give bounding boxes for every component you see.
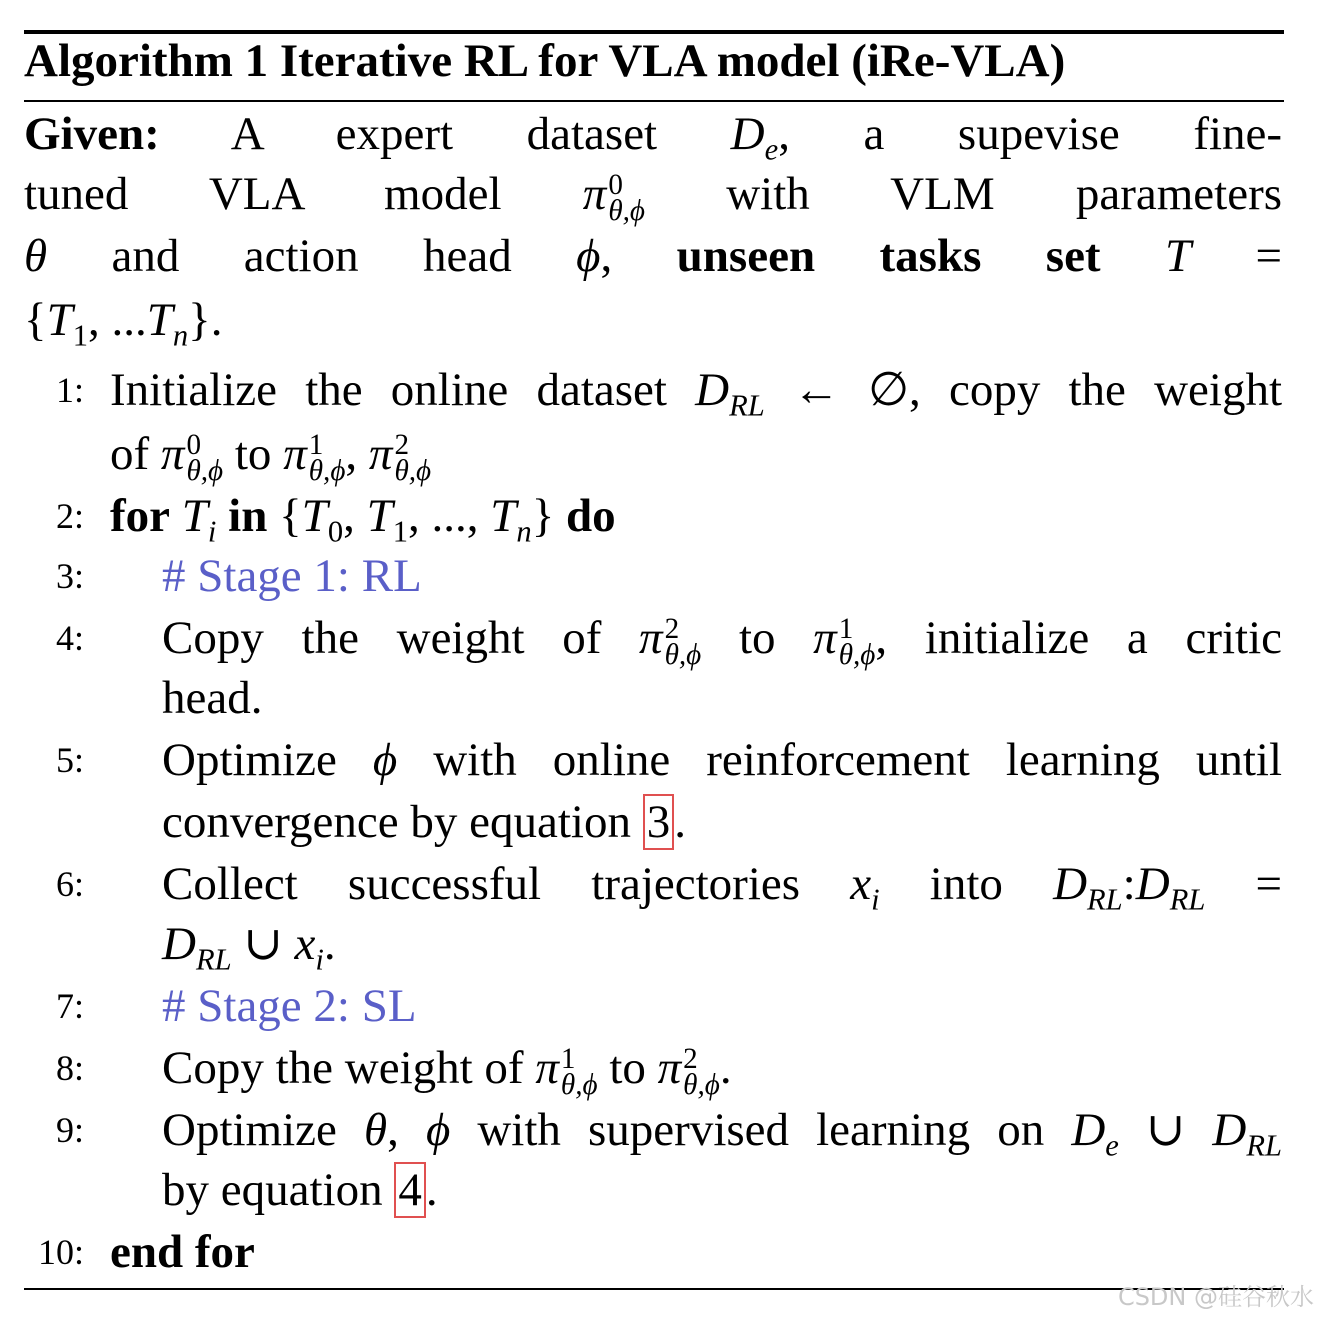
step-4-line-1: Copy the weight of π 2 θ,ϕ to π 1 θ,ϕ , initialize a critic: [162, 612, 1283, 672]
step-9-line-1: Optimize θ, ϕ with supervised learning on $D_e$ ∪ $D_{RL}$: [162, 1104, 1283, 1163]
step-1-line-2: of π 0 θ,ϕ to π 1 θ,ϕ , π 2 θ,ϕ: [110, 428, 432, 488]
step-8-line: Copy the weight of π 1 θ,ϕ to π 2 θ,ϕ .: [162, 1042, 732, 1102]
given-line-2: tuned VLA model π 0 θ,ϕ with VLM parameters: [24, 168, 1283, 228]
step-3-number: 3:: [55, 556, 84, 596]
step-2-line: for $T_i$ in {$T_0$, $T_1$, ..., $T_n$} do: [110, 490, 616, 549]
step-5-line-2: convergence by equation 3.: [162, 796, 686, 848]
equation-4-link[interactable]: 4: [394, 1162, 426, 1218]
stage-2-comment: # Stage 2: SL: [162, 980, 417, 1032]
step-10-line: end for: [110, 1226, 255, 1278]
step-9-line-2: by equation 4.: [162, 1164, 438, 1216]
step-2-number: 2:: [55, 496, 84, 536]
title-rule: [24, 100, 1284, 102]
step-8-number: 8:: [55, 1048, 84, 1088]
step-6-line-1: Collect successful trajectories $x_i$ into $D_{RL}:D_{RL}$ =: [162, 858, 1283, 917]
step-5-line-1: Optimize ϕ with online reinforcement learning until: [162, 734, 1283, 786]
step-10-number: 10:: [37, 1232, 84, 1272]
given-line-4: {$T_1$, $...T_n$}.: [24, 294, 223, 353]
stage-1-comment: # Stage 1: RL: [162, 550, 422, 602]
step-4-number: 4:: [55, 618, 84, 658]
given-line-3: θ and action head ϕ, unseen tasks set T =: [24, 230, 1283, 282]
step-1-line-1: Initialize the online dataset $D_{RL}$ ← ∅, copy the weight: [110, 364, 1283, 423]
algorithm-title: Algorithm 1 Iterative RL for VLA model (iRe-VLA): [24, 35, 1066, 87]
equation-3-link[interactable]: 3: [643, 794, 675, 850]
step-6-number: 6:: [55, 864, 84, 904]
bottom-rule: [24, 1288, 1284, 1290]
step-1-number: 1:: [55, 370, 84, 410]
step-7-number: 7:: [55, 986, 84, 1026]
step-4-line-2: head.: [162, 672, 263, 724]
policy-pi0: π 0 θ,ϕ: [582, 168, 645, 228]
step-6-line-2: $D_{RL}$ ∪ $x_i$.: [162, 918, 336, 977]
given-label: Given:: [24, 108, 160, 160]
csdn-watermark: CSDN @硅谷秋水: [1117, 1283, 1314, 1311]
step-9-number: 9:: [55, 1110, 84, 1150]
step-5-number: 5:: [55, 740, 84, 780]
given-line-1: Given: A expert dataset $D_e$, a supevise fine-: [24, 108, 1283, 167]
